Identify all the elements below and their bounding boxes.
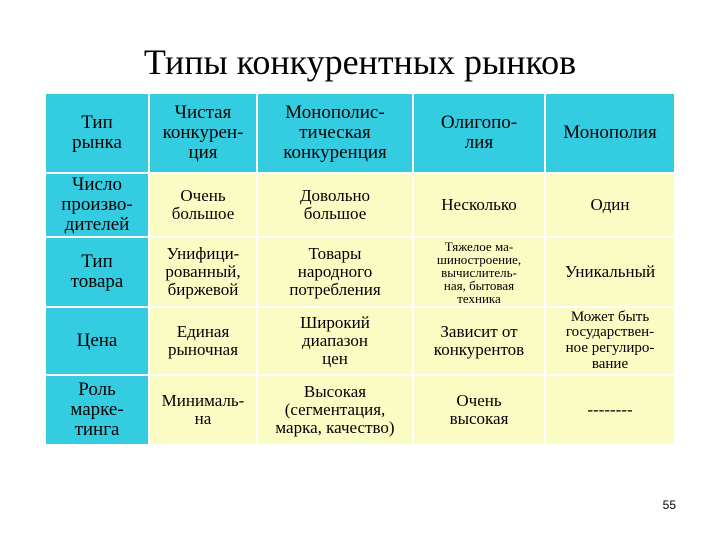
table-cell: Широкий диапазон цен: [257, 307, 413, 375]
market-types-table: [44, 92, 676, 446]
table-cell: Несколько: [413, 173, 545, 237]
table-cell: Очень большое: [149, 173, 257, 237]
table-cell: Тяжелое ма- шиностроение, вычислитель- ная, бытовая техника: [413, 237, 545, 307]
table-cell: Один: [545, 173, 675, 237]
table-cell: Уникальный: [545, 237, 675, 307]
table-header-row: [45, 93, 675, 173]
row-header-producers: Число произво- дителей: [45, 173, 149, 237]
row-header-price: Цена: [45, 307, 149, 375]
row-header-product-type: Тип товара: [45, 237, 149, 307]
header-cell-monopoly: Монополия: [545, 93, 675, 173]
table-cell: Может быть государствен- ное регулиро- вание: [545, 307, 675, 375]
table-cell: Единая рыночная: [149, 307, 257, 375]
table-row: [45, 237, 675, 307]
header-cell-market-type: Тип рынка: [45, 93, 149, 173]
table-row: [45, 307, 675, 375]
header-cell-pure-competition: Чистая конкурен- ция: [149, 93, 257, 173]
table-cell: --------: [545, 375, 675, 445]
table-cell: Унифици- рованный, биржевой: [149, 237, 257, 307]
row-header-marketing-role: Роль марке- тинга: [45, 375, 149, 445]
table-cell: Очень высокая: [413, 375, 545, 445]
table-row: [45, 375, 675, 445]
slide-title: Типы конкурентных рынков: [143, 42, 577, 82]
table-cell: Минималь- на: [149, 375, 257, 445]
table-cell: Довольно большое: [257, 173, 413, 237]
table-row: [45, 173, 675, 237]
table-cell: Товары народного потребления: [257, 237, 413, 307]
table-cell: Высокая (сегментация, марка, качество): [257, 375, 413, 445]
header-cell-oligopoly: Олигопо- лия: [413, 93, 545, 173]
header-cell-monopolistic-competition: Монополис- тическая конкуренция: [257, 93, 413, 173]
table-cell: Зависит от конкурентов: [413, 307, 545, 375]
page-number: 55: [662, 498, 676, 512]
